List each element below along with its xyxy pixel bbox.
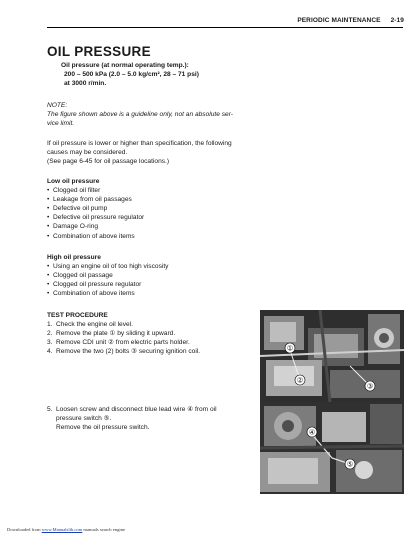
spec-line-1: Oil pressure (at normal operating temp.): — [61, 62, 189, 69]
test-step-5 — [47, 405, 252, 433]
running-header — [274, 17, 404, 24]
intro-line-3: (See page 6-45 for oil passage locations.) — [47, 158, 170, 165]
high-pressure-list — [47, 262, 168, 298]
test-step — [47, 329, 200, 338]
list-item: • Combination of above items — [47, 232, 144, 241]
section-title: OIL PRESSURE — [47, 44, 151, 59]
note-label: NOTE: — [47, 102, 68, 109]
low-pressure-heading: Low oil pressure — [47, 178, 100, 185]
intro-line-1: If oil pressure is lower or higher than specification, the following — [47, 140, 232, 147]
test-step — [47, 338, 200, 347]
test-procedure-section — [47, 311, 200, 356]
engine-photo-ignition-coil — [260, 310, 404, 402]
footer-suffix: manuals search engine — [83, 527, 125, 532]
photo1-callout-2: ② — [296, 376, 304, 385]
test-procedure-heading: TEST PROCEDURE — [47, 312, 108, 319]
step-number: 5. — [47, 406, 53, 413]
oil-pressure-spec — [61, 61, 199, 88]
header-page-number: 2-19 — [390, 17, 404, 24]
footer-prefix: Downloaded from — [7, 527, 41, 532]
low-pressure-section — [47, 177, 144, 241]
step-text: Remove CDI unit ② from electric parts holder. — [56, 339, 190, 347]
photo1-callout-3: ③ — [366, 382, 374, 391]
list-item: • Defective oil pressure regulator — [47, 213, 144, 222]
list-item: • Combination of above items — [47, 289, 168, 298]
intro-paragraph — [47, 139, 377, 166]
spec-line-3: at 3000 r/min. — [64, 80, 107, 87]
list-item: • Clogged oil filter — [47, 186, 144, 195]
list-item: • Defective oil pump — [47, 204, 144, 213]
step5-line-2: pressure switch ⑤. — [56, 415, 112, 423]
download-footer — [7, 527, 125, 532]
step-number: 4. — [47, 348, 53, 356]
step-text: Remove the two (2) bolts ③ securing ignition coil. — [56, 348, 201, 356]
step5-line-1 — [47, 405, 252, 414]
step5-line-3: Remove the oil pressure switch. — [56, 424, 150, 432]
low-pressure-list — [47, 186, 144, 241]
step5-text-1: Loosen screw and disconnect blue lead wire ④ from oil — [56, 406, 217, 413]
note-line-2: vice limit. — [47, 120, 75, 127]
note-line-1: The figure shown above is a guideline only, not an absolute ser- — [47, 111, 233, 118]
header-section: PERIODIC MAINTENANCE — [297, 17, 381, 24]
high-pressure-section — [47, 253, 168, 298]
list-item: • Using an engine oil of too high viscosity — [47, 262, 168, 271]
engine-photo-oil-pressure-switch — [260, 402, 404, 494]
step-number: 2. — [47, 330, 53, 338]
list-item: • Leakage from oil passages — [47, 195, 144, 204]
high-pressure-heading: High oil pressure — [47, 254, 101, 261]
step-number: 1. — [47, 321, 53, 329]
photo2-callout-4: ④ — [308, 428, 316, 437]
photo1-callout-1: ① — [286, 344, 294, 353]
step-text: Remove the plate ① by sliding it upward. — [56, 330, 176, 338]
test-step — [47, 320, 200, 329]
list-item: • Damage O-ring — [47, 222, 144, 231]
test-steps — [47, 320, 200, 356]
step-number: 3. — [47, 339, 53, 347]
intro-line-2: causes may be considered. — [47, 149, 128, 156]
note-block — [47, 101, 347, 128]
step-text: Check the engine oil level. — [56, 321, 133, 329]
photo2-callout-5: ⑤ — [346, 460, 354, 469]
test-step — [47, 347, 200, 356]
footer-link[interactable]: www.Manualslib.com — [41, 527, 83, 532]
header-rule — [47, 27, 403, 28]
list-item: • Clogged oil pressure regulator — [47, 280, 168, 289]
spec-line-2: 200 – 500 kPa (2.0 – 5.0 kg/cm², 28 – 71 psi) — [64, 71, 199, 78]
list-item: • Clogged oil passage — [47, 271, 168, 280]
